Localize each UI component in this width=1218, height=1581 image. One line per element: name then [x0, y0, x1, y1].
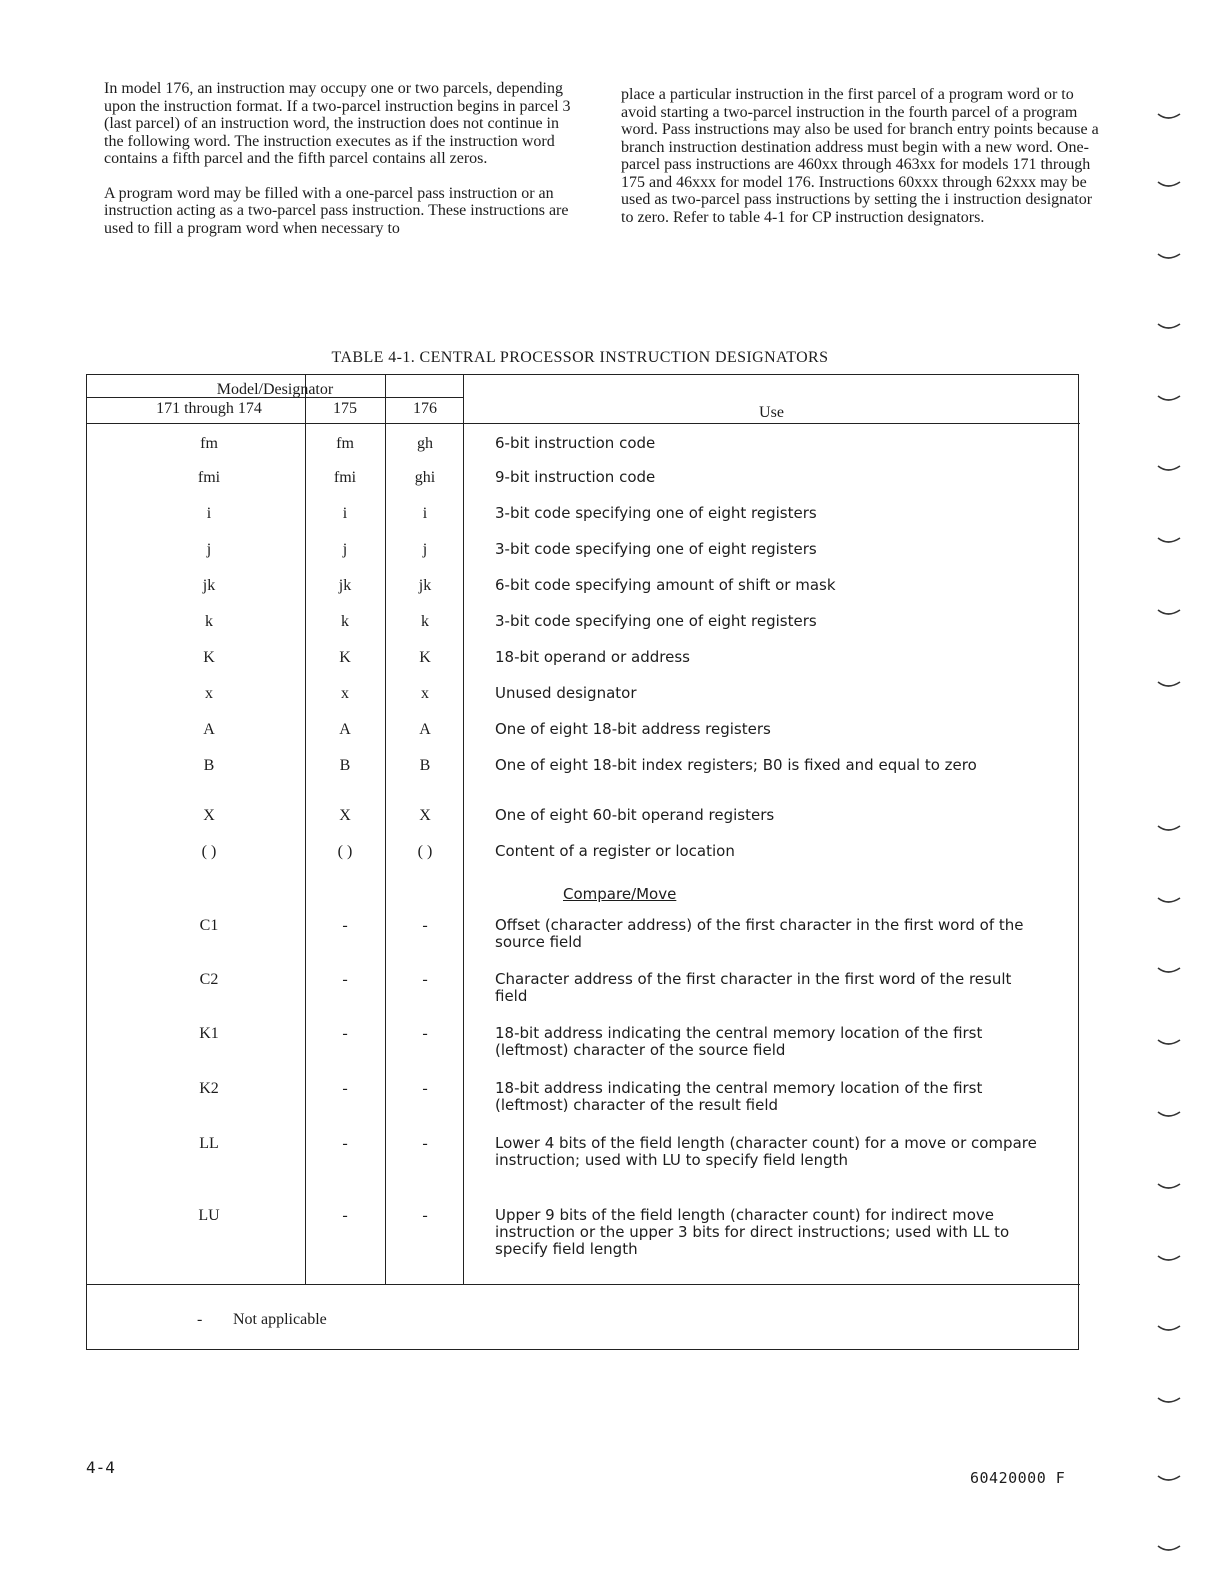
designator-176: -: [422, 971, 428, 988]
designator-171-174: B: [203, 757, 215, 774]
designator-175: fmi: [333, 469, 357, 486]
punch-mark: [1156, 1472, 1182, 1486]
designator-171-174: C2: [199, 971, 219, 988]
designator-176: k: [421, 613, 429, 630]
designator-176: i: [422, 505, 428, 522]
designator-use: One of eight 18-bit address registers: [495, 720, 771, 738]
header-col-171-174: 171 through 174: [156, 400, 262, 417]
designator-175: k: [341, 613, 349, 630]
footnote-divider: [87, 1284, 1080, 1285]
designator-use: Unused designator: [495, 684, 637, 702]
right-column: [621, 86, 1101, 243]
punch-mark: [1156, 1394, 1182, 1408]
designator-171-174: jk: [202, 577, 216, 594]
punch-mark: [1156, 462, 1182, 476]
punch-mark: [1156, 110, 1182, 124]
designator-171-174: j: [206, 541, 212, 558]
designator-171-174: K1: [199, 1025, 219, 1042]
punch-mark: [1156, 178, 1182, 192]
designator-176: gh: [417, 435, 433, 452]
designator-176: -: [422, 1025, 428, 1042]
paragraph: In model 176, an instruction may occupy one or two parcels, depending upon the instruction format. If a two-parcel instruction begins in parcel 3 (last parcel) of an instruction word, the instruction does not continue in the following word. The instruction executes as if the instruction word contains a fifth parcel and the fifth parcel contains all zeros.: [104, 80, 571, 167]
designator-175: x: [341, 685, 349, 702]
page-number: 4-4: [86, 1458, 115, 1477]
designator-use: 3-bit code specifying one of eight registers: [495, 612, 817, 630]
designator-use: 3-bit code specifying one of eight registers: [495, 540, 817, 558]
designator-171-174: fmi: [197, 469, 221, 486]
designator-175: A: [339, 721, 351, 738]
designator-171-174: k: [205, 613, 213, 630]
designator-use: One of eight 60-bit operand registers: [495, 806, 775, 824]
designator-175: B: [339, 757, 351, 774]
designator-175: i: [342, 505, 348, 522]
designator-175: -: [342, 1080, 348, 1097]
designator-171-174: A: [203, 721, 215, 738]
header-col-176: 176: [413, 400, 437, 417]
designator-171-174: K: [203, 649, 215, 666]
designator-171-174: fm: [200, 435, 218, 452]
punch-mark: [1156, 1108, 1182, 1122]
designator-use: 9-bit instruction code: [495, 468, 656, 486]
designator-176: -: [422, 1080, 428, 1097]
designator-use: Lower 4 bits of the field length (character count) for a move or compare instruction; used with LU to specify field length: [495, 1134, 1037, 1169]
designator-use: 6-bit instruction code: [495, 434, 656, 452]
header-col-175: 175: [333, 400, 357, 417]
table-title: TABLE 4-1. CENTRAL PROCESSOR INSTRUCTION DESIGNATORS: [331, 349, 829, 366]
designator-use: 6-bit code specifying amount of shift or mask: [495, 576, 836, 594]
designator-176: ghi: [414, 469, 436, 486]
designator-175: -: [342, 971, 348, 988]
designator-use: 18-bit address indicating the central memory location of the first (leftmost) character of the result field: [495, 1079, 983, 1114]
compare-move-subheading: Compare/Move: [563, 885, 677, 903]
punch-mark: [1156, 250, 1182, 264]
punch-mark: [1156, 534, 1182, 548]
header-divider: [87, 423, 1080, 424]
designator-175: -: [342, 917, 348, 934]
punch-mark: [1156, 392, 1182, 406]
designator-176: j: [422, 541, 428, 558]
designator-171-174: LL: [199, 1135, 219, 1152]
footnote-symbol: -: [197, 1311, 203, 1328]
designator-table: [86, 374, 1079, 1350]
designator-175: j: [342, 541, 348, 558]
designator-use: 3-bit code specifying one of eight registers: [495, 504, 817, 522]
punch-mark: [1156, 1252, 1182, 1266]
paragraph: place a particular instruction in the first parcel of a program word or to avoid starting a two-parcel instruction in the fourth parcel of a program word. Pass instructions may also be used for branch entry points because a branch instruction destination address must begin with a new word. One-parcel pass instructions are 460xx through 463xx for models 171 through 175 and 46xxx for model 176. Instructions 60xxx through 62xxx may be used as two-parcel pass instructions by setting the i instruction designator to zero. Refer to table 4-1 for CP instruction designators.: [621, 86, 1099, 226]
designator-171-174: C1: [199, 917, 219, 934]
punch-mark: [1156, 822, 1182, 836]
footnote-text: Not applicable: [233, 1311, 327, 1328]
designator-176: -: [422, 917, 428, 934]
punch-mark: [1156, 964, 1182, 978]
designator-171-174: X: [203, 807, 215, 824]
designator-171-174: i: [206, 505, 212, 522]
paragraph: A program word may be filled with a one-parcel pass instruction or an instruction acting as a two-parcel pass instruction. These instructions are used to fill a program word when necessary to: [104, 184, 569, 237]
designator-175: K: [339, 649, 351, 666]
document-number: 60420000 F: [970, 1469, 1066, 1487]
designator-use: Upper 9 bits of the field length (character count) for indirect move instruction or the upper 3 bits for direct instructions; used with LL to specify field length: [495, 1206, 1010, 1258]
punch-mark: [1156, 1542, 1182, 1556]
designator-use: Content of a register or location: [495, 842, 735, 860]
designator-176: X: [419, 807, 431, 824]
header-model-designator: Model/Designator: [216, 381, 334, 398]
designator-175: ( ): [337, 843, 353, 860]
designator-176: K: [419, 649, 431, 666]
designator-use: 18-bit operand or address: [495, 648, 690, 666]
designator-176: B: [419, 757, 431, 774]
designator-175: -: [342, 1207, 348, 1224]
punch-mark: [1156, 1322, 1182, 1336]
punch-mark: [1156, 320, 1182, 334]
designator-176: ( ): [417, 843, 433, 860]
designator-175: -: [342, 1025, 348, 1042]
punch-mark: [1156, 894, 1182, 908]
designator-176: -: [422, 1135, 428, 1152]
designator-use: Character address of the first character in the first word of the result field: [495, 970, 1012, 1005]
designator-176: jk: [418, 577, 432, 594]
designator-use: Offset (character address) of the first character in the first word of the source field: [495, 916, 1024, 951]
designator-use: 18-bit address indicating the central memory location of the first (leftmost) character of the source field: [495, 1024, 983, 1059]
header-use: Use: [759, 404, 784, 421]
designator-175: fm: [336, 435, 354, 452]
designator-171-174: ( ): [201, 843, 217, 860]
punch-mark: [1156, 678, 1182, 692]
designator-171-174: LU: [198, 1207, 220, 1224]
designator-171-174: K2: [199, 1080, 219, 1097]
designator-176: A: [419, 721, 431, 738]
table-footnote: [197, 1311, 327, 1329]
punch-mark: [1156, 1180, 1182, 1194]
designator-171-174: x: [205, 685, 213, 702]
designator-176: x: [421, 685, 429, 702]
punch-mark: [1156, 606, 1182, 620]
designator-175: X: [339, 807, 351, 824]
designator-175: -: [342, 1135, 348, 1152]
punch-mark: [1156, 1036, 1182, 1050]
designator-use: One of eight 18-bit index registers; B0 is fixed and equal to zero: [495, 756, 977, 774]
designator-176: -: [422, 1207, 428, 1224]
left-column: [104, 80, 579, 254]
designator-175: jk: [338, 577, 352, 594]
